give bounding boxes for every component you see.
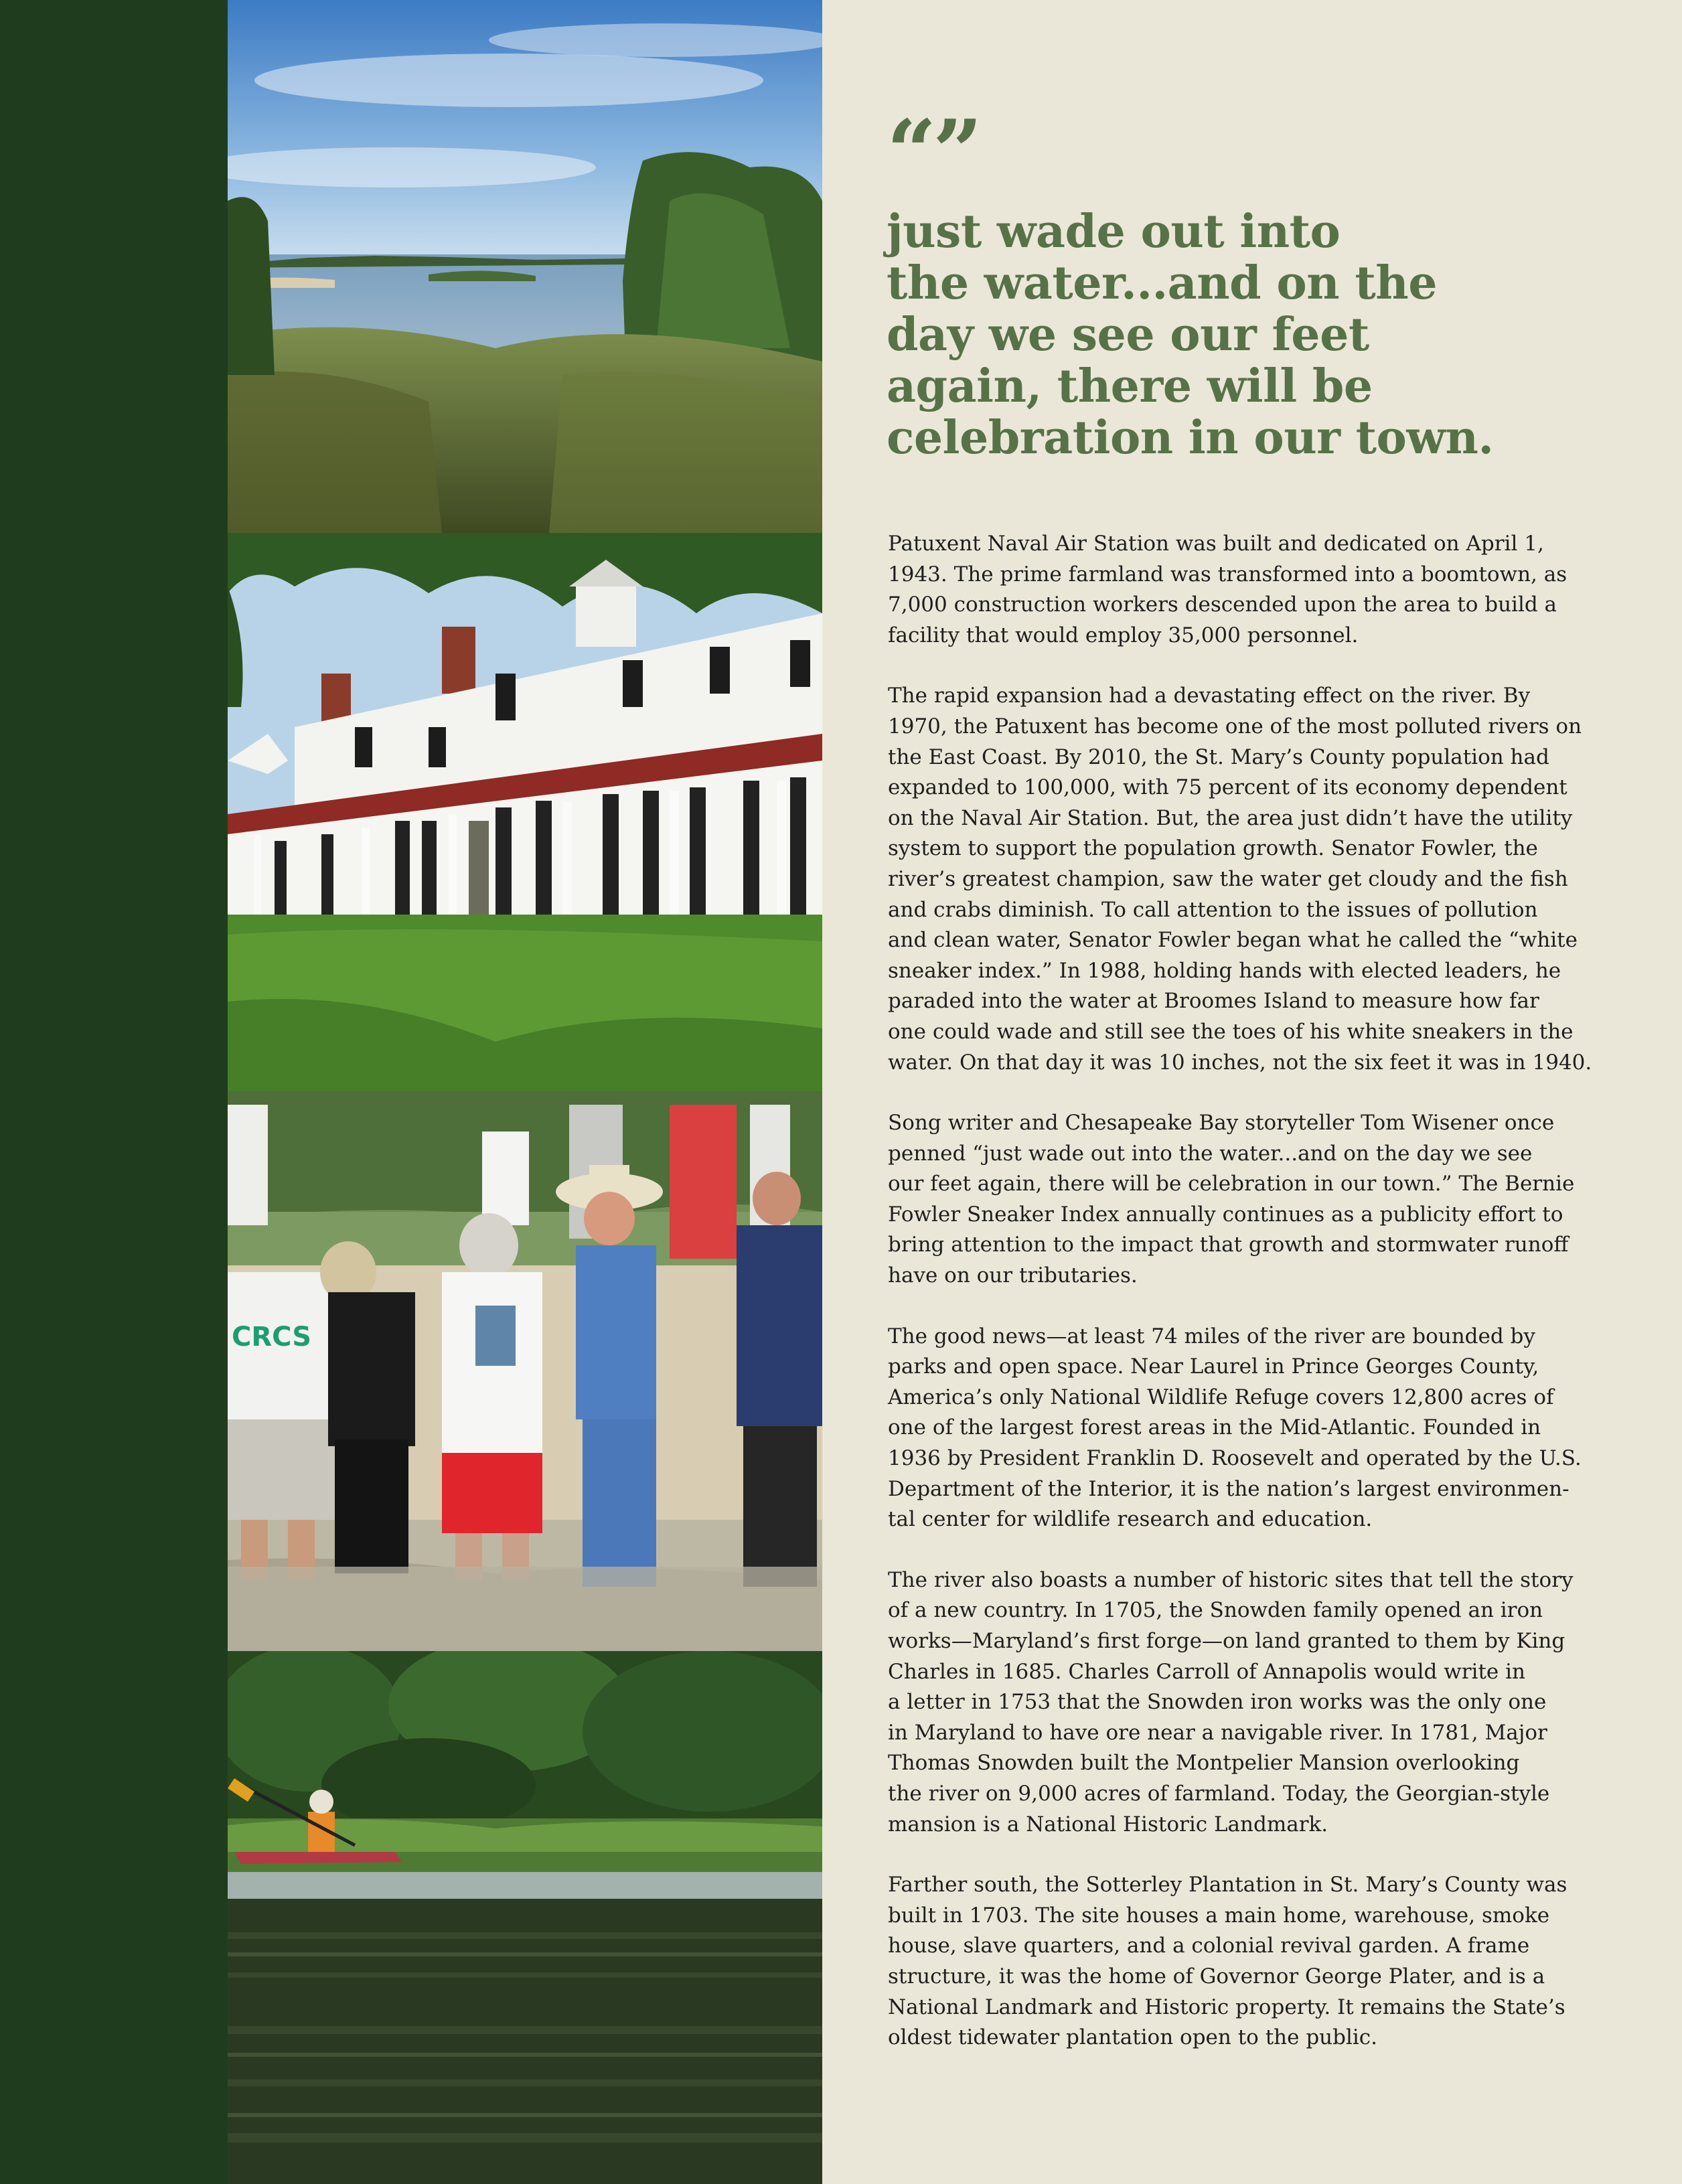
paragraph-historic-sites bbox=[888, 1565, 1631, 1840]
body-line: bring attention to the impact that growth and stormwater runoff bbox=[888, 1233, 1569, 1257]
body-line: penned “just wade out into the water...and on the day we see bbox=[888, 1141, 1533, 1166]
photo-shoreline-image bbox=[228, 0, 822, 533]
body-line: structure, it was the home of Governor George Plater, and is a bbox=[888, 1964, 1545, 1988]
body-line: expanded to 100,000, with 75 percent of its economy dependent bbox=[888, 775, 1568, 800]
body-line: National Landmark and Historic property. It remains the State’s bbox=[888, 1995, 1565, 2019]
body-line: system to support the population growth. Senator Fowler, the bbox=[888, 836, 1538, 861]
paragraph-sotterley bbox=[888, 1870, 1631, 2053]
body-line: 1936 by President Franklin D. Roosevelt and operated by the U.S. bbox=[888, 1446, 1582, 1471]
body-line: works—Maryland’s first forge—on land granted to them by King bbox=[888, 1629, 1565, 1653]
body-line: Charles in 1685. Charles Carroll of Annapolis would write in bbox=[888, 1659, 1526, 1684]
body-line: 1943. The prime farmland was transformed into a boomtown, as bbox=[888, 562, 1568, 587]
photo-shoreline bbox=[228, 0, 822, 533]
body-line: of a new country. In 1705, the Snowden family opened an iron bbox=[888, 1598, 1543, 1623]
pull-quote-line: just wade out into bbox=[887, 205, 1341, 258]
body-line: The river also boasts a number of historic sites that tell the story bbox=[888, 1567, 1574, 1592]
pull-quote-line: again, there will be bbox=[887, 360, 1373, 413]
body-line: The good news—at least 74 miles of the river are bounded by bbox=[888, 1324, 1535, 1348]
body-line: Song writer and Chesapeake Bay storyteller Tom Wisener once bbox=[888, 1111, 1555, 1136]
body-line: paraded into the water at Broomes Island to measure how far bbox=[888, 989, 1539, 1014]
body-line: the river on 9,000 acres of farmland. Today, the Georgian-style bbox=[888, 1781, 1550, 1806]
body-line: Department of the Interior, it is the nation’s largest environmen- bbox=[888, 1476, 1570, 1501]
photo-plantation-house-image bbox=[228, 533, 822, 1091]
article-body bbox=[888, 529, 1631, 2084]
body-line: Farther south, the Sotterley Plantation in St. Mary’s County was bbox=[888, 1873, 1568, 1897]
photo-wade-in bbox=[228, 1091, 822, 1651]
body-line: facility that would employ 35,000 personnel. bbox=[888, 623, 1359, 647]
pull-quote-line: the water...and on the bbox=[887, 256, 1437, 310]
body-line: one could wade and still see the toes of his white sneakers in the bbox=[888, 1019, 1574, 1044]
body-line: Thomas Snowden built the Montpelier Mansion overlooking bbox=[888, 1751, 1520, 1776]
quote-mark-icon: “” bbox=[887, 100, 979, 203]
body-line: river’s greatest champion, saw the water get cloudy and the fish bbox=[888, 866, 1568, 891]
body-line: Fowler Sneaker Index annually continues as a publicity effort to bbox=[888, 1202, 1563, 1227]
pull-quote-line: celebration in our town. bbox=[887, 411, 1494, 465]
sidebar-band bbox=[0, 0, 228, 2184]
body-line: and crabs diminish. To call attention to the issues of pollution bbox=[888, 897, 1538, 922]
body-line: 7,000 construction workers descended upon the area to build a bbox=[888, 593, 1557, 617]
body-line: water. On that day it was 10 inches, not the six feet it was in 1940. bbox=[888, 1050, 1592, 1075]
pull-quote bbox=[887, 206, 1636, 464]
body-line: mansion is a National Historic Landmark. bbox=[888, 1812, 1328, 1837]
body-line: have on our tributaries. bbox=[888, 1263, 1138, 1288]
paragraph-rapid-expansion bbox=[888, 681, 1631, 1078]
body-line: America’s only National Wildlife Refuge covers 12,800 acres of bbox=[888, 1385, 1554, 1409]
body-line: on the Naval Air Station. But, the area just didn’t have the utility bbox=[888, 805, 1573, 830]
photo-kayaker-image bbox=[228, 1651, 822, 2184]
body-line: built in 1703. The site houses a main home, warehouse, smoke bbox=[888, 1903, 1550, 1928]
body-line: and clean water, Senator Fowler began what he called the “white bbox=[888, 928, 1578, 953]
body-line: house, slave quarters, and a colonial revival garden. A frame bbox=[888, 1934, 1530, 1958]
body-line: tal center for wildlife research and education. bbox=[888, 1507, 1373, 1532]
shirt-text: CRCS bbox=[232, 1322, 312, 1352]
photo-column bbox=[228, 0, 822, 2184]
paragraph-tom-wisener bbox=[888, 1108, 1631, 1292]
paragraph-naval-air-station bbox=[888, 529, 1631, 651]
photo-wade-in-image bbox=[228, 1091, 822, 1651]
body-line: in Maryland to have ore near a navigable river. In 1781, Major bbox=[888, 1720, 1547, 1745]
body-line: the East Coast. By 2010, the St. Mary’s County population had bbox=[888, 745, 1549, 769]
photo-kayaker bbox=[228, 1651, 822, 2184]
body-line: sneaker index.” In 1988, holding hands with elected leaders, he bbox=[888, 958, 1561, 983]
paragraph-good-news bbox=[888, 1322, 1631, 1535]
body-line: a letter in 1753 that the Snowden iron works was the only one bbox=[888, 1690, 1547, 1715]
body-line: oldest tidewater plantation open to the public. bbox=[888, 2025, 1378, 2050]
body-line: 1970, the Patuxent has become one of the most polluted rivers on bbox=[888, 714, 1582, 738]
body-line: Patuxent Naval Air Station was built and dedicated on April 1, bbox=[888, 532, 1544, 556]
body-line: one of the largest forest areas in the Mid-Atlantic. Founded in bbox=[888, 1415, 1541, 1440]
body-line: our feet again, there will be celebration in our town.” The Bernie bbox=[888, 1172, 1575, 1196]
body-line: parks and open space. Near Laurel in Prince Georges County, bbox=[888, 1354, 1539, 1379]
photo-plantation-house bbox=[228, 533, 822, 1091]
pull-quote-line: day we see our feet bbox=[887, 308, 1369, 362]
body-line: The rapid expansion had a devastating effect on the river. By bbox=[888, 684, 1531, 708]
text-column bbox=[822, 0, 1682, 2184]
